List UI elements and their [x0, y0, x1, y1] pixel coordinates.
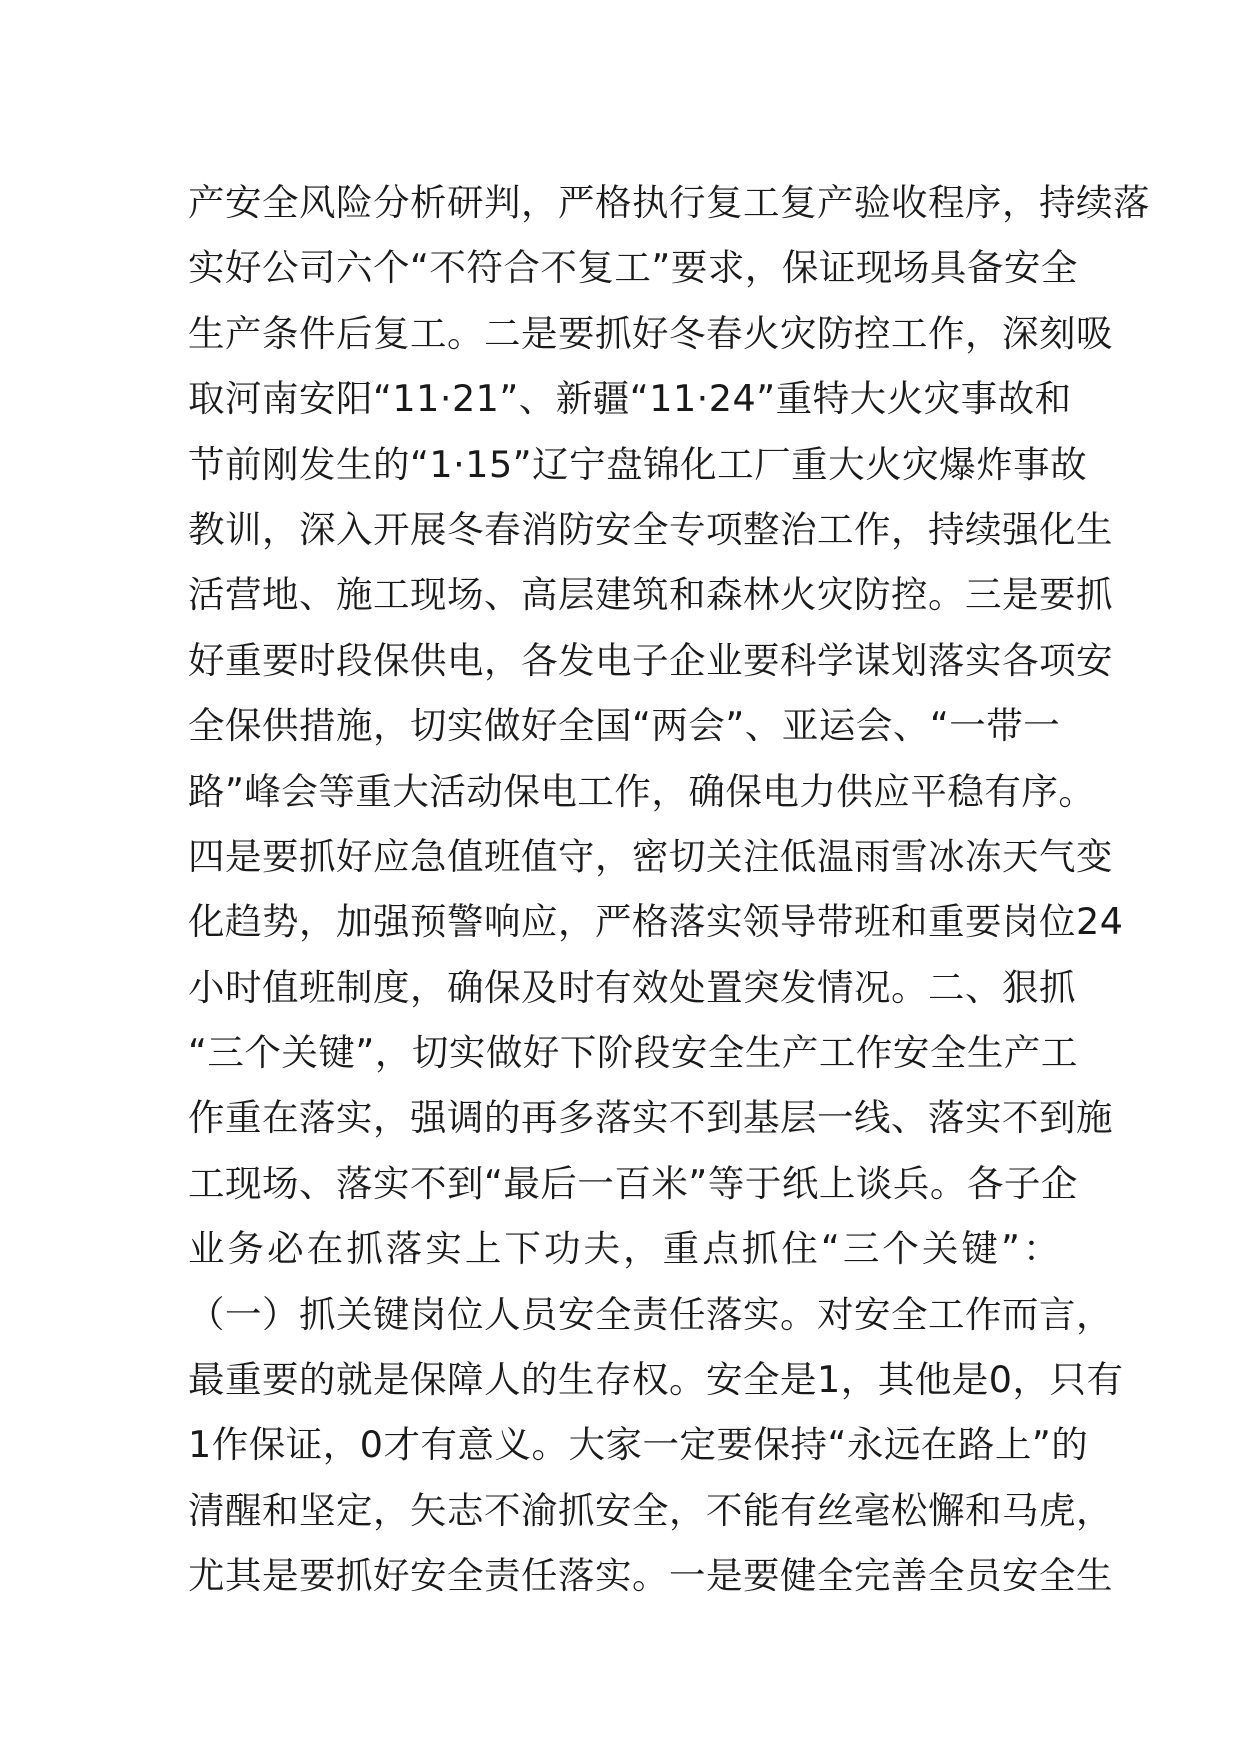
text-line: 四是要抓好应急值班值守，密切关注低温雨雪冰冻天气变	[188, 834, 1113, 878]
text-line: 清醒和坚定，矢志不渝抓安全，不能有丝毫松懈和马虎，	[188, 1488, 1113, 1532]
text-line: 教训，深入开展冬春消防安全专项整治工作，持续强化生	[188, 507, 1113, 551]
text-line: 产安全风险分析研判，严格执行复工复产验收程序，持续落	[188, 181, 1150, 224]
text-line: “三个关键”，切实做好下阶段安全生产工作安全生产工	[188, 1031, 1078, 1075]
text-line: 最重要的就是保障人的生存权。安全是1，其他是0，只有	[188, 1358, 1124, 1402]
body-text	[188, 170, 1150, 1609]
text-line: 取河南安阳“11·21”、新疆“11·24”重特大火灾事故和	[188, 377, 1072, 421]
text-line: 化趋势，加强预警响应，严格落实领导带班和重要岗位24	[188, 900, 1124, 944]
text-line: 业务必在抓落实上下功夫，重点抓住“三个关键”：	[188, 1227, 1060, 1271]
text-line: 活营地、施工现场、高层建筑和森林火灾防控。三是要抓	[188, 573, 1113, 617]
text-line: 节前刚发生的“1·15”辽宁盘锦化工厂重大火灾爆炸事故	[188, 442, 1088, 486]
text-line: 实好公司六个“不符合不复工”要求，保证现场具备安全	[188, 246, 1078, 290]
text-line: （一）抓关键岗位人员安全责任落实。对安全工作而言，	[188, 1292, 1113, 1336]
text-line: 好重要时段保供电，各发电子企业要科学谋划落实各项安	[188, 638, 1113, 682]
text-line: 生产条件后复工。二是要抓好冬春火灾防控工作，深刻吸	[188, 311, 1113, 355]
text-line: 路”峰会等重大活动保电工作，确保电力供应平稳有序。	[188, 769, 1096, 813]
text-line: 全保供措施，切实做好全国“两会”、亚运会、“一带一	[188, 704, 1061, 748]
text-line: 小时值班制度，确保及时有效处置突发情况。二、狠抓	[188, 965, 1076, 1009]
text-line: 尤其是要抓好安全责任落实。一是要健全完善全员安全生	[188, 1554, 1113, 1598]
text-line: 作重在落实，强调的再多落实不到基层一线、落实不到施	[188, 1096, 1113, 1140]
text-line: 工现场、落实不到“最后一百米”等于纸上谈兵。各子企	[188, 1161, 1078, 1205]
text-line: 1作保证，0才有意义。大家一定要保持“永远在路上”的	[188, 1423, 1089, 1467]
